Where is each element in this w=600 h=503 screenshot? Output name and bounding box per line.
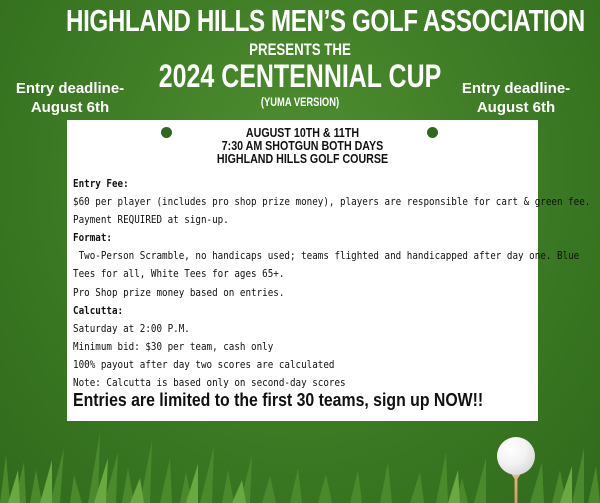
deadline-right [456, 79, 576, 117]
presents-text: PRESENTS THE [249, 40, 351, 59]
entry-fee-line1: $60 per player (includes pro shop prize money), players are responsible for cart & green fee. [73, 195, 591, 209]
deadline-left [10, 79, 130, 117]
format-label: Format: [73, 231, 112, 245]
golf-ball-icon [497, 437, 535, 475]
details-card [67, 120, 591, 421]
calcutta-line3: 100% payout after day two scores are calculated [73, 357, 335, 371]
format-line1: Two-Person Scramble, no handicaps used; teams flighted and handicapped after day one. Blue [73, 249, 580, 263]
entry-limit-notice: Entries are limited to the first 30 teams, sign up NOW!! [73, 390, 484, 410]
format-line2: Tees for all, White Tees for ages 65+. [73, 267, 285, 281]
deadline-left-line2: August 6th [30, 99, 110, 116]
event-dates: AUGUST 10TH & 11TH [245, 125, 360, 140]
deadline-right-line2: August 6th [476, 99, 556, 116]
calcutta-line2: Minimum bid: $30 per team, cash only [73, 339, 274, 353]
entry-fee-label: Entry Fee: [73, 177, 129, 190]
event-time: 7:30 AM SHOTGUN BOTH DAYS [221, 138, 384, 153]
details-body [73, 175, 591, 392]
calcutta-line4: Note: Calcutta is based only on second-day scores [73, 376, 346, 390]
calcutta-line1: Saturday at 2:00 P.M. [73, 321, 190, 335]
format-line3: Pro Shop prize money based on entries. [73, 285, 285, 299]
version-subtitle: (YUMA VERSION) [260, 95, 340, 109]
event-course: HIGHLAND HILLS GOLF COURSE [216, 151, 389, 166]
deadline-left-line1: Entry deadline- [15, 80, 125, 97]
association-title: HIGHLAND HILLS MEN’S GOLF ASSOCIATION [66, 3, 585, 38]
calcutta-label: Calcutta: [73, 303, 124, 317]
event-title: 2024 CENTENNIAL CUP [158, 58, 442, 94]
deadline-right-line1: Entry deadline- [461, 80, 571, 97]
entry-fee-line2: Payment REQUIRED at sign-up. [73, 213, 229, 227]
